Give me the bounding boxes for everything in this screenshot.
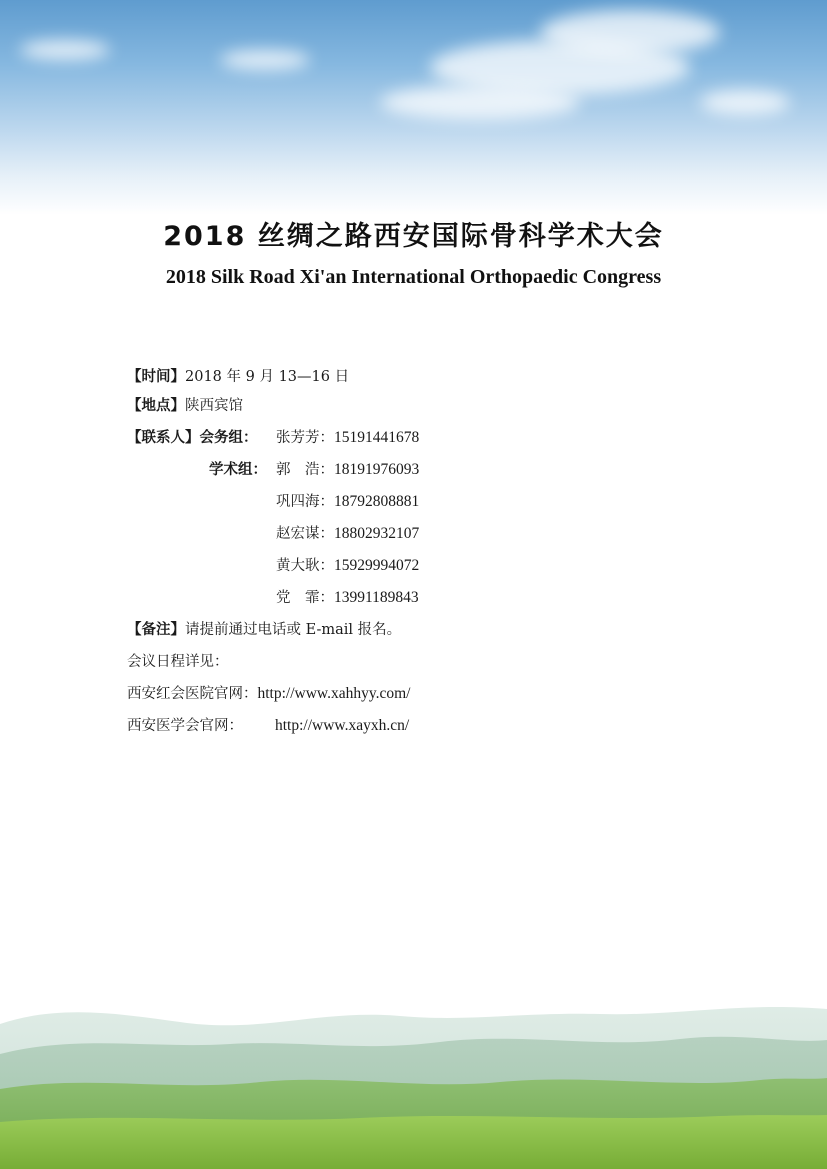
contact-row (276, 588, 419, 608)
note-value: 请提前通过电话或 E-mail 报名。 (185, 622, 402, 638)
place-label: 【地点】 (127, 398, 185, 414)
page-title-english: 2018 Silk Road Xi'an International Orthopaedic Congress (165, 266, 662, 288)
contact-phone: 13991189843 (334, 589, 419, 606)
contact-group-label (209, 460, 267, 480)
landscape-background (0, 994, 827, 1169)
contact-row (276, 460, 419, 480)
contact-row (276, 524, 419, 544)
website-row (127, 716, 409, 736)
contact-group-label: 会务组： (199, 430, 258, 446)
page-title-chinese: 2018 丝绸之路西安国际骨科学术大会 (163, 221, 664, 252)
time-label: 【时间】 (127, 369, 185, 385)
contact-label: 【联系人】 (127, 430, 200, 446)
cloud (380, 85, 580, 120)
cloud (220, 50, 310, 70)
website-link[interactable]: http://www.xahhyy.com/ (257, 685, 411, 702)
contact-name: 张芳芳： (276, 430, 334, 446)
website-row (127, 684, 410, 704)
contact-phone: 15929994072 (334, 557, 420, 574)
contact-phone: 18792808881 (334, 493, 420, 510)
contact-row (276, 556, 419, 576)
website-label: 西安医学会官网： (127, 718, 243, 734)
website-link[interactable]: http://www.xayxh.cn/ (275, 717, 410, 734)
contact-phone: 18802932107 (334, 525, 420, 542)
contact-label-row (127, 428, 258, 448)
contact-name: 巩四海： (276, 494, 334, 510)
contact-row (276, 492, 419, 512)
contact-name: 黄大耿： (276, 558, 334, 574)
cloud (20, 40, 110, 60)
time-value: 2018 年 9 月 13—16 日 (185, 369, 350, 385)
contact-row (276, 428, 419, 448)
schedule-intro: 会议日程详见： (127, 654, 229, 670)
contact-phone: 18191976093 (334, 461, 420, 478)
cloud (540, 10, 720, 55)
time-row (127, 367, 349, 387)
note-label: 【备注】 (127, 622, 185, 638)
cloud (700, 90, 790, 115)
contact-phone: 15191441678 (334, 429, 420, 446)
contact-name: 党 霏： (276, 590, 334, 606)
place-row (127, 396, 243, 416)
website-label: 西安红会医院官网： (127, 686, 258, 702)
sky-background (0, 0, 827, 215)
contact-name: 赵宏谋： (276, 526, 334, 542)
note-row (127, 620, 401, 640)
place-value: 陕西宾馆 (185, 398, 243, 414)
contact-group-label-text: 学术组： (209, 462, 267, 478)
contact-name: 郭 浩： (276, 462, 334, 478)
